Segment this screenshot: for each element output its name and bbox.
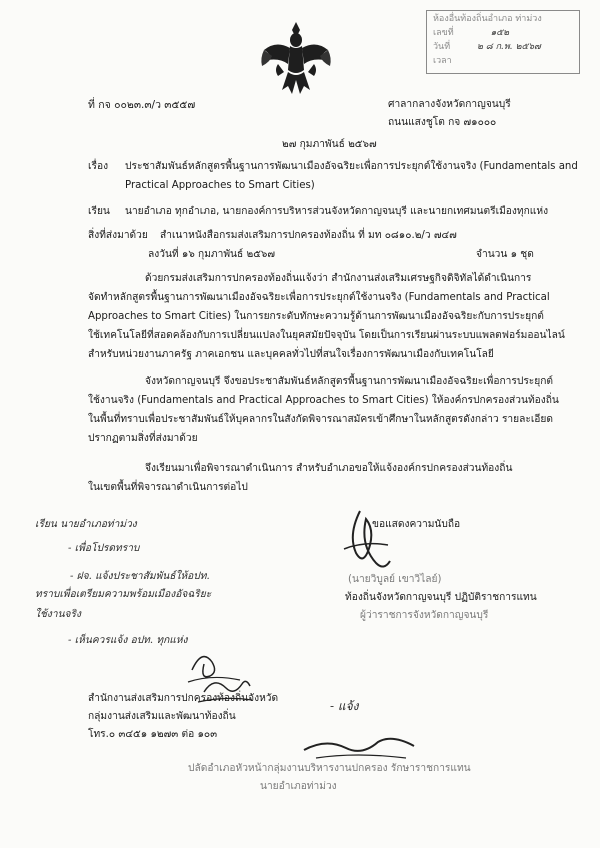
footer-phone: โทร.๐ ๓๔๕๑ ๑๒๗๓ ต่อ ๑๐๓ (88, 729, 218, 740)
stamp-date-value: ๒ ๘ ก.พ. ๒๕๖๗ (477, 42, 541, 52)
initials-mark-2 (190, 672, 260, 712)
body-line: ด้วยกรมส่งเสริมการปกครองท้องถิ่นแจ้งว่า สำนักงานส่งเสริมเศรษฐกิจดิจิทัลได้ดำเนินการ (145, 273, 532, 284)
handwritten-note-4: ทราบเพื่อเตรียมความพร้อมเมืองอัจฉริยะ (35, 589, 212, 600)
document-date: ๒๗ กุมภาพันธ์ ๒๕๖๗ (282, 139, 377, 150)
office-address-line1: ศาลากลางจังหวัดกาญจนบุรี (388, 99, 511, 110)
stamp-date-row (433, 43, 573, 52)
enclosure-line2: ลงวันที่ ๑๖ กุมภาพันธ์ ๒๕๖๗ (148, 249, 276, 260)
stamp-number-value: ๑๕๒ (490, 28, 510, 38)
stamp-time-label: เวลา (433, 56, 452, 66)
closing-salutation: ขอแสดงความนับถือ (372, 519, 461, 530)
to-label: เรียน (88, 206, 110, 217)
handwritten-note-6: - เห็นควรแจ้ง อปท. ทุกแห่ง (68, 635, 188, 646)
enclosure-label: สิ่งที่ส่งมาด้วย (88, 230, 148, 241)
stamp-date-label: วันที่ (433, 42, 451, 52)
document-number: ที่ กจ ๐๐๒๓.๓/ว ๓๕๕๗ (88, 99, 196, 111)
body-line: ใช้งานจริง (Fundamentals and Practical Approaches to Smart Cities) ให้องค์กรปกครองส่วนท้องถิ่น (88, 395, 559, 406)
signer-name: (นายวิบูลย์ เขาวิไลย์) (348, 574, 442, 585)
handwritten-note-1: เรียน นายอำเภอท่าม่วง (35, 519, 137, 530)
stamp-time-row (433, 57, 573, 66)
enclosure-line1: สำเนาหนังสือกรมส่งเสริมการปกครองท้องถิ่น ที่ มท ๐๘๑๐.๒/ว ๗๔๗ (160, 230, 457, 241)
handwritten-note-5: ใช้งานจริง (35, 609, 81, 620)
signature-mark-2 (296, 728, 426, 768)
footer-division: กลุ่มงานส่งเสริมและพัฒนาท้องถิ่น (88, 711, 236, 722)
body-line: จึงเรียนมาเพื่อพิจารณาดำเนินการ สำหรับอำเภอขอให้แจ้งองค์กรปกครองส่วนท้องถิ่น (145, 463, 513, 474)
signer-position-1: ท้องถิ่นจังหวัดกาญจนบุรี ปฏิบัติราชการแทน (345, 592, 537, 603)
garuda-emblem-icon (258, 20, 334, 98)
handwritten-note-2: - เพื่อโปรดทราบ (68, 543, 140, 554)
body-line: ปรากฏตามสิ่งที่ส่งมาด้วย (88, 433, 198, 444)
enclosure-count: จำนวน ๑ ชุด (476, 249, 534, 260)
handwritten-note-8: ปลัดอำเภอหัวหน้ากลุ่มงานบริหารงานปกครอง รักษาราชการแทน (188, 763, 471, 774)
signer-position-2: ผู้ว่าราชการจังหวัดกาญจนบุรี (360, 610, 489, 621)
body-paragraph-2 (88, 377, 558, 453)
to-text: นายอำเภอ ทุกอำเภอ, นายกองค์การบริหารส่วนจังหวัดกาญจนบุรี และนายกเทศมนตรีเมืองทุกแห่ง (125, 206, 549, 217)
received-stamp (426, 10, 580, 74)
body-paragraph-3 (88, 464, 558, 502)
body-paragraph-1 (88, 273, 565, 369)
body-line: จัดทำหลักสูตรพื้นฐานการพัฒนาเมืองอัจฉริยะเพื่อการประยุกต์ใช้งานจริง (Fundamentals and Practical (88, 292, 550, 303)
handwritten-note-7: - แจ้ง (330, 699, 359, 713)
body-line: ในพื้นที่ทราบเพื่อประชาสัมพันธ์ให้บุคลากรในสังกัดพิจารณาสมัครเข้าศึกษาในหลักสูตรดังกล่าว รายละเอียด (88, 414, 554, 425)
body-line: ในเขตพื้นที่พิจารณาดำเนินการต่อไป (88, 482, 248, 493)
stamp-office: ห้องอื่นท้องถิ่นอำเภอ ท่าม่วง (433, 14, 542, 24)
footer-office: สำนักงานส่งเสริมการปกครองท้องถิ่นจังหวัด (88, 693, 279, 704)
subject-line2: Practical Approaches to Smart Cities) (125, 180, 315, 191)
body-line: ใช้เทคโนโลยีที่สอดคล้องกับการเปลี่ยนแปลงในยุคสมัยปัจจุบัน โดยเป็นการเรียนผ่านระบบแพลตฟอร์มออนไลน์ (88, 330, 565, 341)
handwritten-note-9: นายอำเภอท่าม่วง (260, 781, 337, 792)
body-line: สำหรับหน่วยงานภาครัฐ ภาคเอกชน และบุคคลทั่วไปที่สนใจเรื่องการพัฒนาเมืองกับเทคโนโลยี (88, 349, 494, 360)
subject-label: เรื่อง (88, 161, 109, 172)
handwritten-note-3: - ฝจ. แจ้งประชาสัมพันธ์ให้อปท. (70, 571, 210, 582)
body-line: Approaches to Smart Cities) ในการยกระดับทักษะความรู้ด้านการพัฒนาเมืองอัจฉริยะกับการประยุกต์ (88, 311, 544, 322)
stamp-number-row (433, 29, 573, 38)
subject-line1: ประชาสัมพันธ์หลักสูตรพื้นฐานการพัฒนาเมืองอัจฉริยะเพื่อการประยุกต์ใช้งานจริง (Fundamentals and (125, 161, 578, 172)
body-line: จังหวัดกาญจนบุรี จึงขอประชาสัมพันธ์หลักสูตรพื้นฐานการพัฒนาเมืองอัจฉริยะเพื่อการประยุกต์ (145, 376, 554, 387)
office-address-line2: ถนนแสงชูโต กจ ๗๑๐๐๐ (388, 117, 497, 128)
stamp-number-label: เลขที่ (433, 28, 454, 38)
signature-mark (330, 505, 400, 575)
